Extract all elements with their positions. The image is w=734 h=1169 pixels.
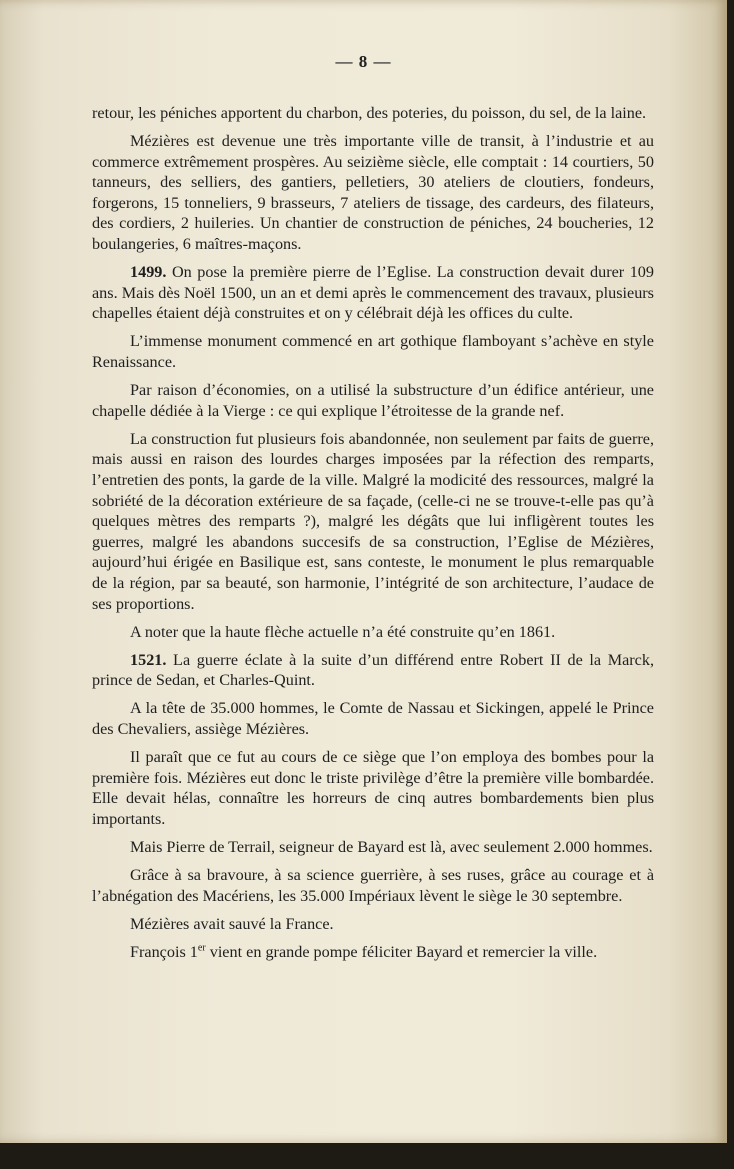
superscript: er <box>197 942 206 954</box>
paragraph-text: A la tête de 35.000 hommes, le Comte de Nassau et Sickingen, appelé le Prince des Chevaliers, assiège Mézières. <box>92 699 654 739</box>
paragraph-text: L’immense monument commencé en art gothique flamboyant s’achève en style Renaissance. <box>92 332 654 372</box>
paragraph-text: Mézières avait sauvé la France. <box>130 914 334 933</box>
paragraph <box>92 622 654 643</box>
page-number: — 8 — <box>335 52 392 71</box>
paragraph-text: vient en grande pompe féliciter Bayard et remercier la ville. <box>205 942 598 961</box>
paragraph-text: retour, les péniches apportent du charbon, des poteries, du poisson, du sel, de la laine. <box>92 104 647 122</box>
paragraph <box>92 942 654 963</box>
paragraph-text: La guerre éclate à la suite d’un différend entre Robert II de la Marck, prince de Sedan, et Charles-Quint. <box>92 650 654 690</box>
paragraph-text: Par raison d’économies, on a utilisé la substructure d’un édifice antérieur, une chapelle dédiée à la Vierge : ce qui explique l’étroitesse de la grande nef. <box>92 381 654 420</box>
paragraph-text: A noter que la haute flèche actuelle n’a été construite qu’en 1861. <box>130 622 556 641</box>
paragraph-text: Mais Pierre de Terrail, seigneur de Bayard est là, avec seulement 2.000 hommes. <box>130 838 653 856</box>
paragraph-text: Il paraît que ce fut au cours de ce siège que l’on employa des bombes pour la première fois. Mézières eut donc le triste privilège d’être la première ville bombardée. Elle devait hélas, connaître les horreurs de cinq autres bombardements bien plus importants. <box>92 748 654 828</box>
paragraph <box>92 429 654 614</box>
paragraph-text: Mézières est devenue une très importante ville de transit, à l’industrie et au commerce extrêmement prospères. Au seizième siècle, elle comptait : 14 courtiers, 50 tanneurs, des selliers, des gantiers, pelletiers, 30 ateliers de cloutiers, fondeurs, forgerons, 15 tonneliers, 9 brasseurs, 7 ateliers de tissage, des cardeurs, des filateurs, des cordiers, 2 huileries. Un chantier de construction de péniches, 24 boucheries, 12 boulangeries, 6 maîtres-maçons. <box>92 132 654 254</box>
page-body <box>92 103 654 970</box>
paragraph <box>92 747 654 829</box>
paragraph <box>92 103 654 124</box>
paragraph-text: La construction fut plusieurs fois abandonnée, non seulement par faits de guerre, mais aussi en raison des lourdes charges imposées par la réfection des remparts, l’entretien des ponts, la garde de la ville. Malgré la modicité des ressources, malgré la sobriété de la décoration extérieure de sa façade, (celle-ci ne se trouve-t-elle pas qu’à quelques mètres des remparts ?), malgré les dégâts que lui infligèrent toutes les guerres, malgré les abandons succesifs de sa construction, l’Eglise de Mézières, aujourd’hui érigée en Basilique est, sans conteste, le monument le plus remarquable de la région, par sa beauté, son harmonie, l’intégrité de son architecture, l’audace de ses proportions. <box>92 429 654 613</box>
paragraph <box>92 698 654 739</box>
paragraph <box>92 331 654 372</box>
paragraph <box>92 650 654 691</box>
paragraph-text: Grâce à sa bravoure, à sa science guerrière, à ses ruses, grâce au courage et à l’abnégation des Macériens, les 35.000 Impériaux lèvent le siège le 30 septembre. <box>92 866 654 905</box>
paragraph <box>92 865 654 906</box>
year-heading: 1521. <box>130 650 167 669</box>
paragraph <box>92 380 654 421</box>
paragraph <box>92 262 654 324</box>
paragraph-text: François 1 <box>130 942 198 961</box>
paragraph-text: On pose la première pierre de l’Eglise. La construction devait durer 109 ans. Mais dès Noël 1500, un an et demi après le commencement des travaux, plusieurs chapelles étaient déjà construites et on y célébrait déjà les offices du culte. <box>92 263 654 323</box>
paragraph <box>92 131 654 255</box>
paragraph <box>92 914 654 935</box>
year-heading: 1499. <box>130 263 167 282</box>
paragraph <box>92 837 654 858</box>
